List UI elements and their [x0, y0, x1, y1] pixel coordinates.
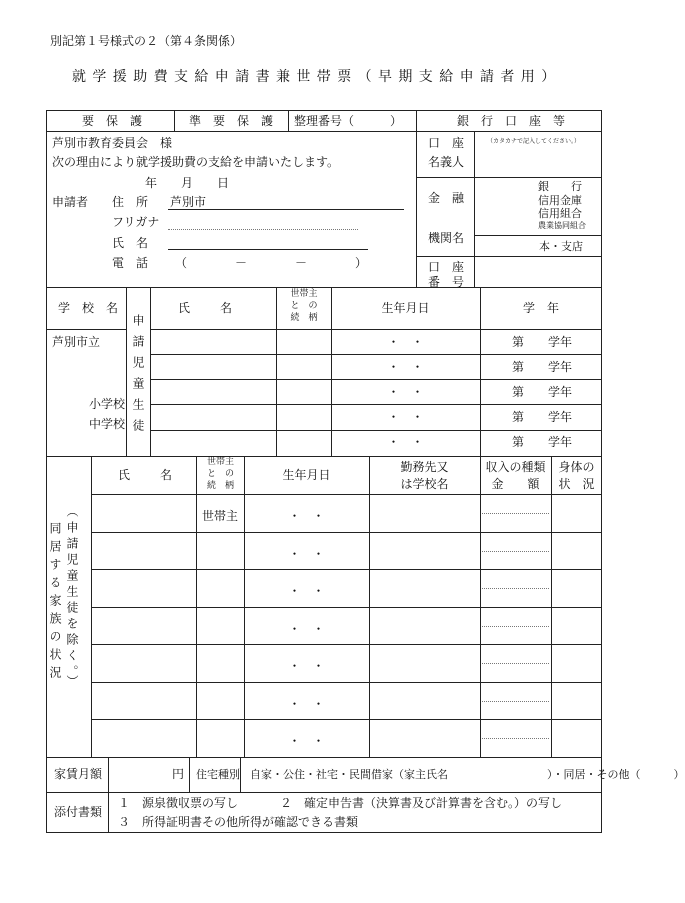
family-birth-label: 生年月日 — [282, 468, 331, 482]
student-relation-label-2: と の — [290, 301, 318, 311]
form-title: 就学援助費支給申請書兼世帯票（早期支給申請者用） — [72, 69, 562, 85]
student-grade-label: 学 年 — [522, 301, 559, 315]
city-prefix: 芦別市立 — [52, 335, 101, 349]
institution-label-1: 金 融 — [428, 191, 465, 205]
student-relation-label-3: 続 柄 — [290, 313, 318, 323]
family-side-label-a: 同居する家族の状況 — [48, 522, 62, 684]
junyohogo-label: 準 要 保 護 — [189, 114, 274, 128]
family-relation-label-3: 続 柄 — [206, 481, 234, 491]
student-grade[interactable]: 第 学年 — [512, 410, 573, 424]
school-type-elementary: 小学校 — [89, 397, 126, 411]
housing-options[interactable]: 自家・公住・社宅・民間借家（家主氏名 ）・同居・その他（ ） — [250, 768, 685, 781]
seiri-bango-label: 整理番号（ ） — [294, 114, 403, 128]
workplace-label-2: は学校名 — [400, 477, 449, 491]
katakana-note: （カタカナで記入してください。） — [487, 138, 581, 145]
address-label: 住 所 — [112, 195, 149, 209]
attachment-item-1: １ 源泉徴収票の写し — [118, 796, 239, 810]
bank-type-4: 農業協同組合 — [538, 221, 586, 230]
family-birth[interactable]: ・ ・ — [288, 547, 325, 561]
bank-type-1: 銀 行 — [538, 180, 582, 193]
family-birth[interactable]: ・ ・ — [288, 734, 325, 748]
student-birth[interactable]: ・ ・ — [387, 360, 424, 374]
family-birth[interactable]: ・ ・ — [288, 697, 325, 711]
rent-unit: 円 — [172, 767, 185, 781]
student-grade[interactable]: 第 学年 — [512, 385, 573, 399]
income-label-2: 金 額 — [491, 477, 540, 491]
furigana-label: フリガナ — [112, 215, 160, 229]
furigana-line[interactable] — [168, 229, 358, 230]
address-value[interactable]: 芦別市 — [170, 195, 207, 209]
yohogo-label: 要 保 護 — [82, 114, 143, 128]
phone-value[interactable]: （ － － ） — [175, 256, 368, 270]
family-birth[interactable]: ・ ・ — [288, 622, 325, 636]
student-relation-label-1: 世帯主 — [290, 289, 318, 299]
family-birth[interactable]: ・ ・ — [288, 584, 325, 598]
account-holder-label-1: 口 座 — [428, 136, 465, 150]
name-label: 氏 名 — [112, 236, 149, 250]
rent-label: 家賃月額 — [54, 767, 103, 781]
account-number-label-1: 口 座 — [428, 260, 465, 274]
family-name-label: 氏 名 — [118, 468, 175, 482]
institution-label-2: 機関名 — [428, 231, 465, 245]
disability-label-1: 身体の — [558, 460, 595, 474]
bank-type-2: 信用金庫 — [538, 194, 582, 207]
family-relation-label-2: と の — [206, 469, 234, 479]
family-relation-label-1: 世帯主 — [206, 457, 234, 467]
student-grade[interactable]: 第 学年 — [512, 435, 573, 449]
account-holder-label-2: 名義人 — [428, 155, 465, 169]
school-name-label: 学 校 名 — [58, 301, 119, 315]
attachment-item-3: ３ 所得証明書その他所得が確認できる書類 — [118, 815, 359, 829]
address-line — [168, 209, 404, 210]
student-grade[interactable]: 第 学年 — [512, 335, 573, 349]
form-code: 別記第１号様式の２（第４条関係） — [50, 34, 243, 48]
family-birth[interactable]: ・ ・ — [288, 509, 325, 523]
student-grade[interactable]: 第 学年 — [512, 360, 573, 374]
attachment-item-2: ２ 確定申告書（決算書及び計算書を含む。）の写し — [280, 796, 563, 810]
applicant-label: 申請者 — [52, 195, 89, 209]
workplace-label-1: 勤務先又 — [400, 460, 449, 474]
bank-type-3: 信用組合 — [538, 207, 582, 220]
student-name-label: 氏 名 — [178, 301, 235, 315]
students-side-label: 申請児童生徒 — [131, 314, 145, 440]
bank-header: 銀 行 口 座 等 — [457, 114, 566, 128]
student-birth[interactable]: ・ ・ — [387, 410, 424, 424]
income-label-1: 収入の種類 — [485, 460, 546, 474]
school-type-junior: 中学校 — [89, 417, 126, 431]
disability-label-2: 状 況 — [558, 477, 595, 491]
student-birth[interactable]: ・ ・ — [387, 435, 424, 449]
student-birth[interactable]: ・ ・ — [387, 335, 424, 349]
family-side-label-b: （申請児童生徒を除く。） — [65, 505, 79, 691]
attachments-label: 添付書類 — [54, 805, 103, 819]
family-relation[interactable]: 世帯主 — [201, 509, 238, 523]
application-date[interactable]: 年 月 日 — [145, 176, 230, 190]
addressee: 芦別市教育委員会 様 — [52, 136, 173, 150]
branch-label: 本・支店 — [539, 240, 583, 253]
student-birth-label: 生年月日 — [381, 301, 430, 315]
account-number-label-2: 番 号 — [428, 275, 465, 289]
family-birth[interactable]: ・ ・ — [288, 659, 325, 673]
phone-label: 電 話 — [112, 256, 149, 270]
statement: 次の理由により就学援助費の支給を申請いたします。 — [52, 155, 340, 169]
student-birth[interactable]: ・ ・ — [387, 385, 424, 399]
name-line[interactable] — [168, 249, 368, 250]
housing-type-label: 住宅種別 — [196, 768, 240, 781]
